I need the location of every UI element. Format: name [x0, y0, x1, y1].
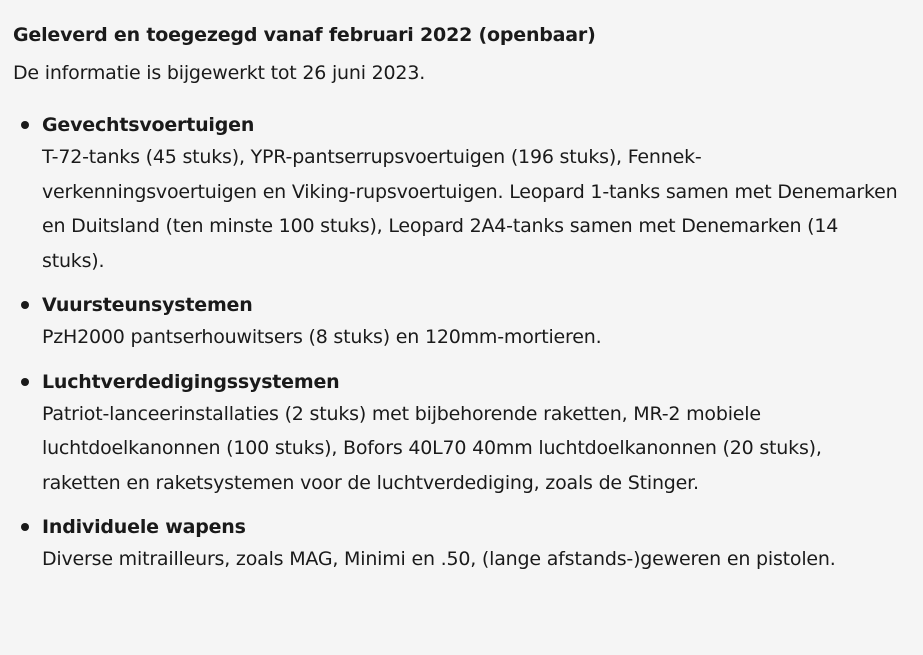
bullet-icon — [21, 301, 29, 309]
list-item-text: T-72-tanks (45 stuks), YPR-pantserrupsvoertuigen (196 stuks), Fennek-verkenningsvoertuigen en Viking-rupsvoertuigen. Leopard 1-tanks samen met Denemarken en Duitsland (ten minste 100 stuks), Leopard 2A4-tanks samen met Denemarken (14 stuks). — [42, 146, 898, 272]
list-item-text: Patriot-lanceerinstallaties (2 stuks) met bijbehorende raketten, MR-2 mobiele luchtdoelkanonnen (100 stuks), Bofors 40L70 40mm luchtdoelkanonnen (20 stuks), raketten en raketsystemen voor de luchtverdediging, zoals de Stinger. — [42, 402, 822, 494]
bullet-icon — [21, 378, 29, 386]
list-item-air-defense — [13, 367, 902, 501]
section-heading: Geleverd en toegezegd vanaf februari 2022 (openbaar) — [13, 24, 596, 46]
update-notice: De informatie is bijgewerkt tot 26 juni 2023. — [13, 62, 426, 84]
weapons-list — [13, 110, 923, 577]
list-item-combat-vehicles — [13, 110, 902, 278]
bullet-icon — [21, 121, 29, 129]
bullet-icon — [21, 523, 29, 531]
list-item-title: Vuursteunsystemen — [42, 294, 253, 316]
list-item-title: Luchtverdedigingssystemen — [42, 370, 340, 393]
list-item-title: Gevechtsvoertuigen — [42, 114, 255, 136]
list-item-individual-weapons — [13, 512, 902, 577]
list-item-fire-support — [13, 290, 902, 355]
list-item-title: Individuele wapens — [42, 516, 246, 538]
list-item-text: Diverse mitrailleurs, zoals MAG, Minimi en .50, (lange afstands-)geweren en pistolen. — [42, 548, 836, 570]
list-item-text: PzH2000 pantserhouwitsers (8 stuks) en 120mm-mortieren. — [42, 326, 602, 348]
